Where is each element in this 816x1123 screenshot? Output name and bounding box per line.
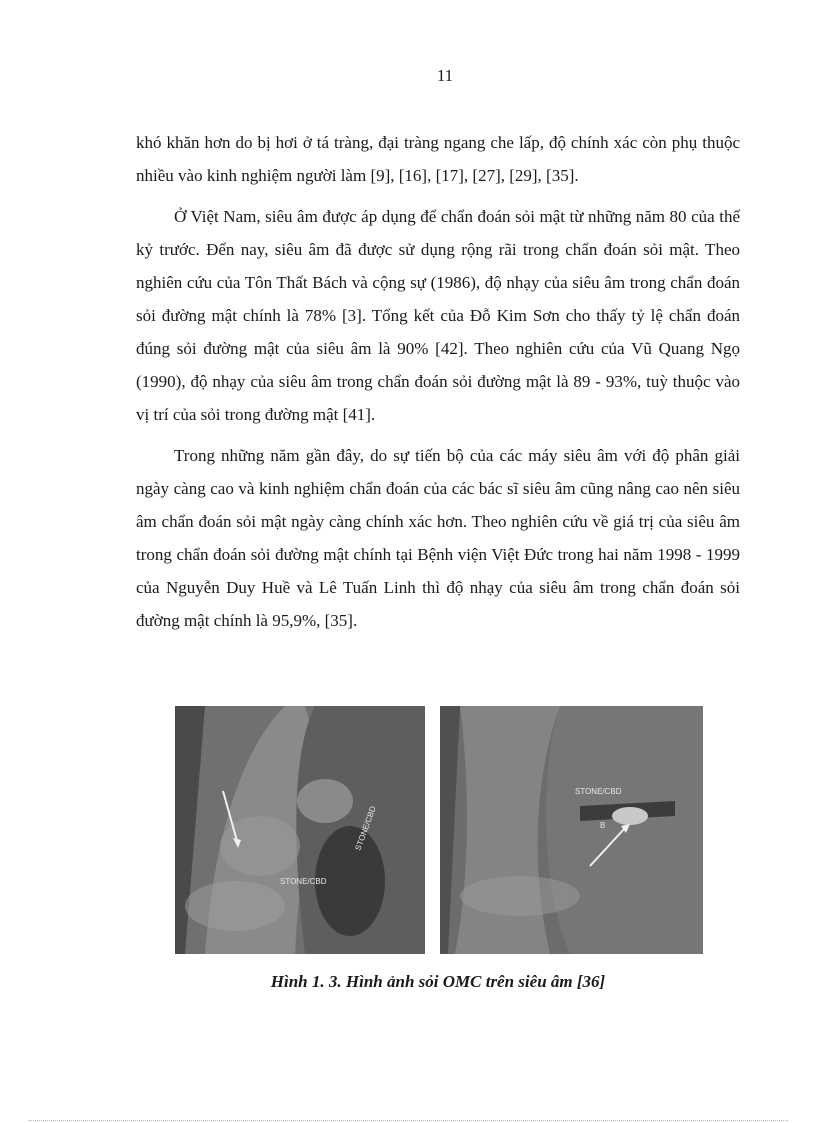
figure-ultrasound-images: [175, 706, 705, 954]
page-number: 11: [436, 66, 454, 85]
paragraph-1: khó khăn hơn do bị hơi ở tá tràng, đại tràng ngang che lấp, độ chính xác còn phụ thuộc nhiều vào kinh nghiệm người làm [9], [16], [17], [27], [29], [35].: [136, 133, 740, 185]
right-image-label: STONE/CBD: [575, 787, 622, 796]
ultrasound-image-left: [175, 706, 425, 954]
ultrasound-image-right: [440, 706, 703, 954]
body-text: [136, 126, 740, 645]
ultrasound-left-drawing: [175, 706, 425, 954]
figure-caption: Hình 1. 3. Hình ảnh sỏi OMC trên siêu âm [36]: [270, 972, 606, 991]
left-image-label-2: STONE/CBD: [353, 804, 378, 852]
paragraph-2: Ở Việt Nam, siêu âm được áp dụng để chẩn đoán sỏi mật từ những năm 80 của thế kỷ trước. Đến nay, siêu âm đã được sử dụng rộng rãi trong chẩn đoán sỏi mật. Theo nghiên cứu của Tôn Thất Bách và cộng sự (1986), độ nhạy của siêu âm trong chẩn đoán sỏi đường mật chính là 78% [3]. Tổng kết của Đỗ Kim Sơn cho thấy tỷ lệ chẩn đoán đúng sỏi đường mật của siêu âm là 90% [42]. Theo nghiên cứu của Vũ Quang Ngọ (1990), độ nhạy của siêu âm trong chẩn đoán sỏi đường mật là 89 - 93%, tuỳ thuộc vào vị trí của sỏi trong đường mật [41].: [136, 207, 740, 424]
left-image-label-1: STONE/CBD: [280, 877, 327, 886]
right-image-marker: B: [600, 821, 606, 830]
ultrasound-right-drawing: [440, 706, 703, 954]
footer-divider: [28, 1120, 788, 1121]
paragraph-3: Trong những năm gần đây, do sự tiến bộ của các máy siêu âm với độ phân giải ngày càng cao và kinh nghiệm chẩn đoán của các bác sĩ siêu âm cũng nâng cao nên siêu âm chẩn đoán sỏi mật ngày càng chính xác hơn. Theo nghiên cứu về giá trị của siêu âm trong chẩn đoán sỏi đường mật chính tại Bệnh viện Việt Đức trong hai năm 1998 - 1999 của Nguyễn Duy Huề và Lê Tuấn Linh thì độ nhạy của siêu âm trong chẩn đoán sỏi đường mật chính là 95,9%, [35].: [136, 446, 740, 630]
